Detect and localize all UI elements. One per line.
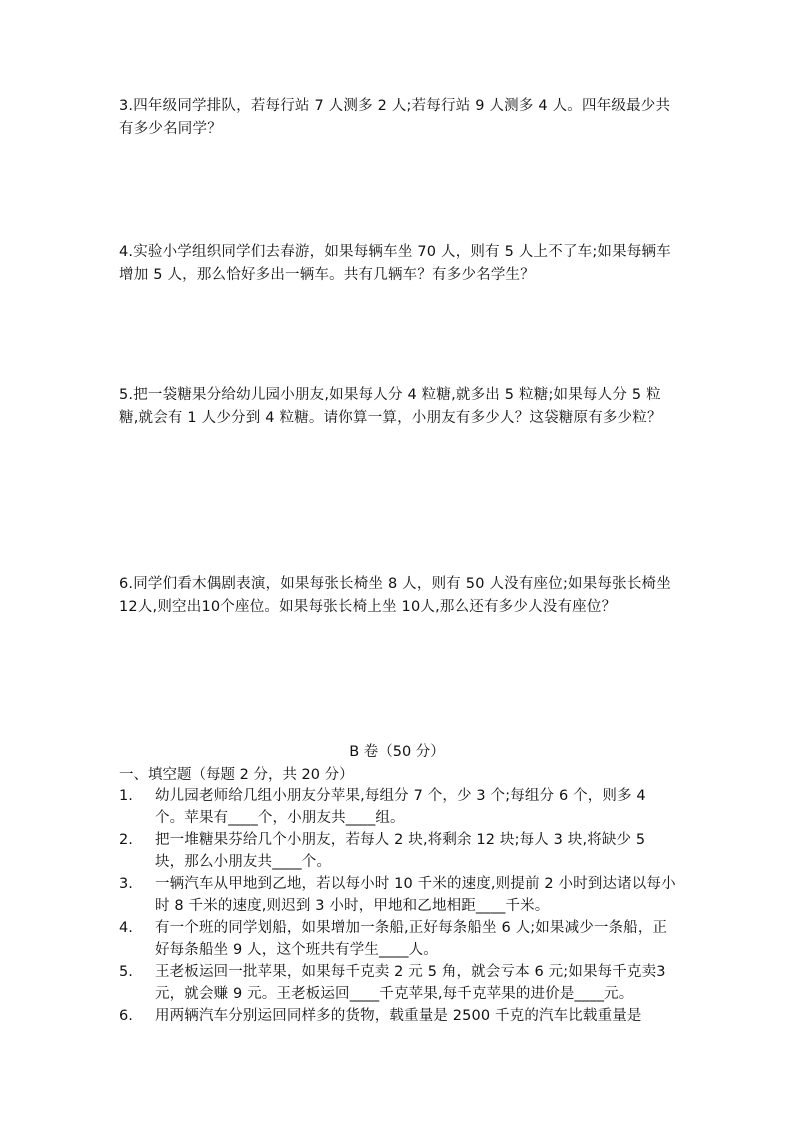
fill-item-4	[119, 918, 679, 961]
fill-item-text: 用两辆汽车分别运回同样多的货物，载重量是 2500 千克的汽车比载重量是	[155, 1008, 642, 1024]
fill-item-text: 有一个班的同学划船，如果增加一条船,正好每条船坐 6 人;如果减少一条船，正好每条船坐 9 人，这个班共有学生____人。	[155, 920, 668, 958]
fill-item-text: 王老板运回一批苹果，如果每千克卖 2 元 5 角，就会亏本 6 元;如果每千克卖3 元，就会赚 9 元。王老板运回____千克苹果,每千克苹果的进价是____元。	[155, 964, 666, 1002]
fill-item-text: 把一堆糖果芬给几个小朋友，若每人 2 块,将剩余 12 块;每人 3 块,将缺少 5 块，那么小朋友共____个。	[155, 832, 646, 870]
fill-item-3	[119, 874, 679, 917]
fill-item-5	[119, 962, 679, 1005]
problem-5: 5.把一袋糖果分给幼儿园小朋友,如果每人分 4 粒糖,就多出 5 粒糖;如果每人分 5 粒糖,就会有 1 人少分到 4 粒糖。请你算一算，小朋友有多少人？这袋糖原有多少粒？	[119, 387, 662, 426]
problem-4: 4.实验小学组织同学们去春游，如果每辆车坐 70 人，则有 5 人上不了车;如果每辆车增加 5 人，那么恰好多出一辆车。共有几辆车？有多少名学生？	[119, 244, 671, 283]
fill-item-2	[119, 830, 679, 873]
fill-item-6	[119, 1006, 679, 1028]
fill-item-number: 2.	[119, 832, 133, 848]
fill-in-list	[119, 786, 679, 1029]
fill-item-number: 1.	[119, 788, 133, 804]
problem-3: 3.四年级同学排队，若每行站 7 人测多 2 人;若每行站 9 人测多 4 人。四年级最少共有多少名同学？	[119, 98, 671, 137]
section-header: 一、填空题（每题 2 分，共 20 分）	[119, 767, 354, 783]
fill-item-number: 3.	[119, 876, 133, 892]
fill-item-number: 5.	[119, 964, 133, 980]
fill-item-text: 幼儿园老师给几组小朋友分苹果,每组分 7 个，少 3 个;每组分 6 个，则多 4 个。苹果有____个，小朋友共____组。	[155, 788, 646, 826]
fill-item-text: 一辆汽车从甲地到乙地，若以每小时 10 千米的速度,则提前 2 小时到达诸以每小时 8 千米的速度,则迟到 3 小时，甲地和乙地相距____千米。	[155, 876, 676, 914]
fill-item-number: 4.	[119, 920, 133, 936]
fill-item-1	[119, 786, 679, 829]
fill-item-number: 6.	[119, 1008, 133, 1024]
section-title: B 卷（50 分）	[349, 744, 445, 760]
problem-6: 6.同学们看木偶剧表演，如果每张长椅坐 8 人，则有 50 人没有座位;如果每张长椅坐 12人,则空出10个座位。如果每张长椅上坐 10人,那么还有多少人没有座位？	[119, 576, 671, 615]
